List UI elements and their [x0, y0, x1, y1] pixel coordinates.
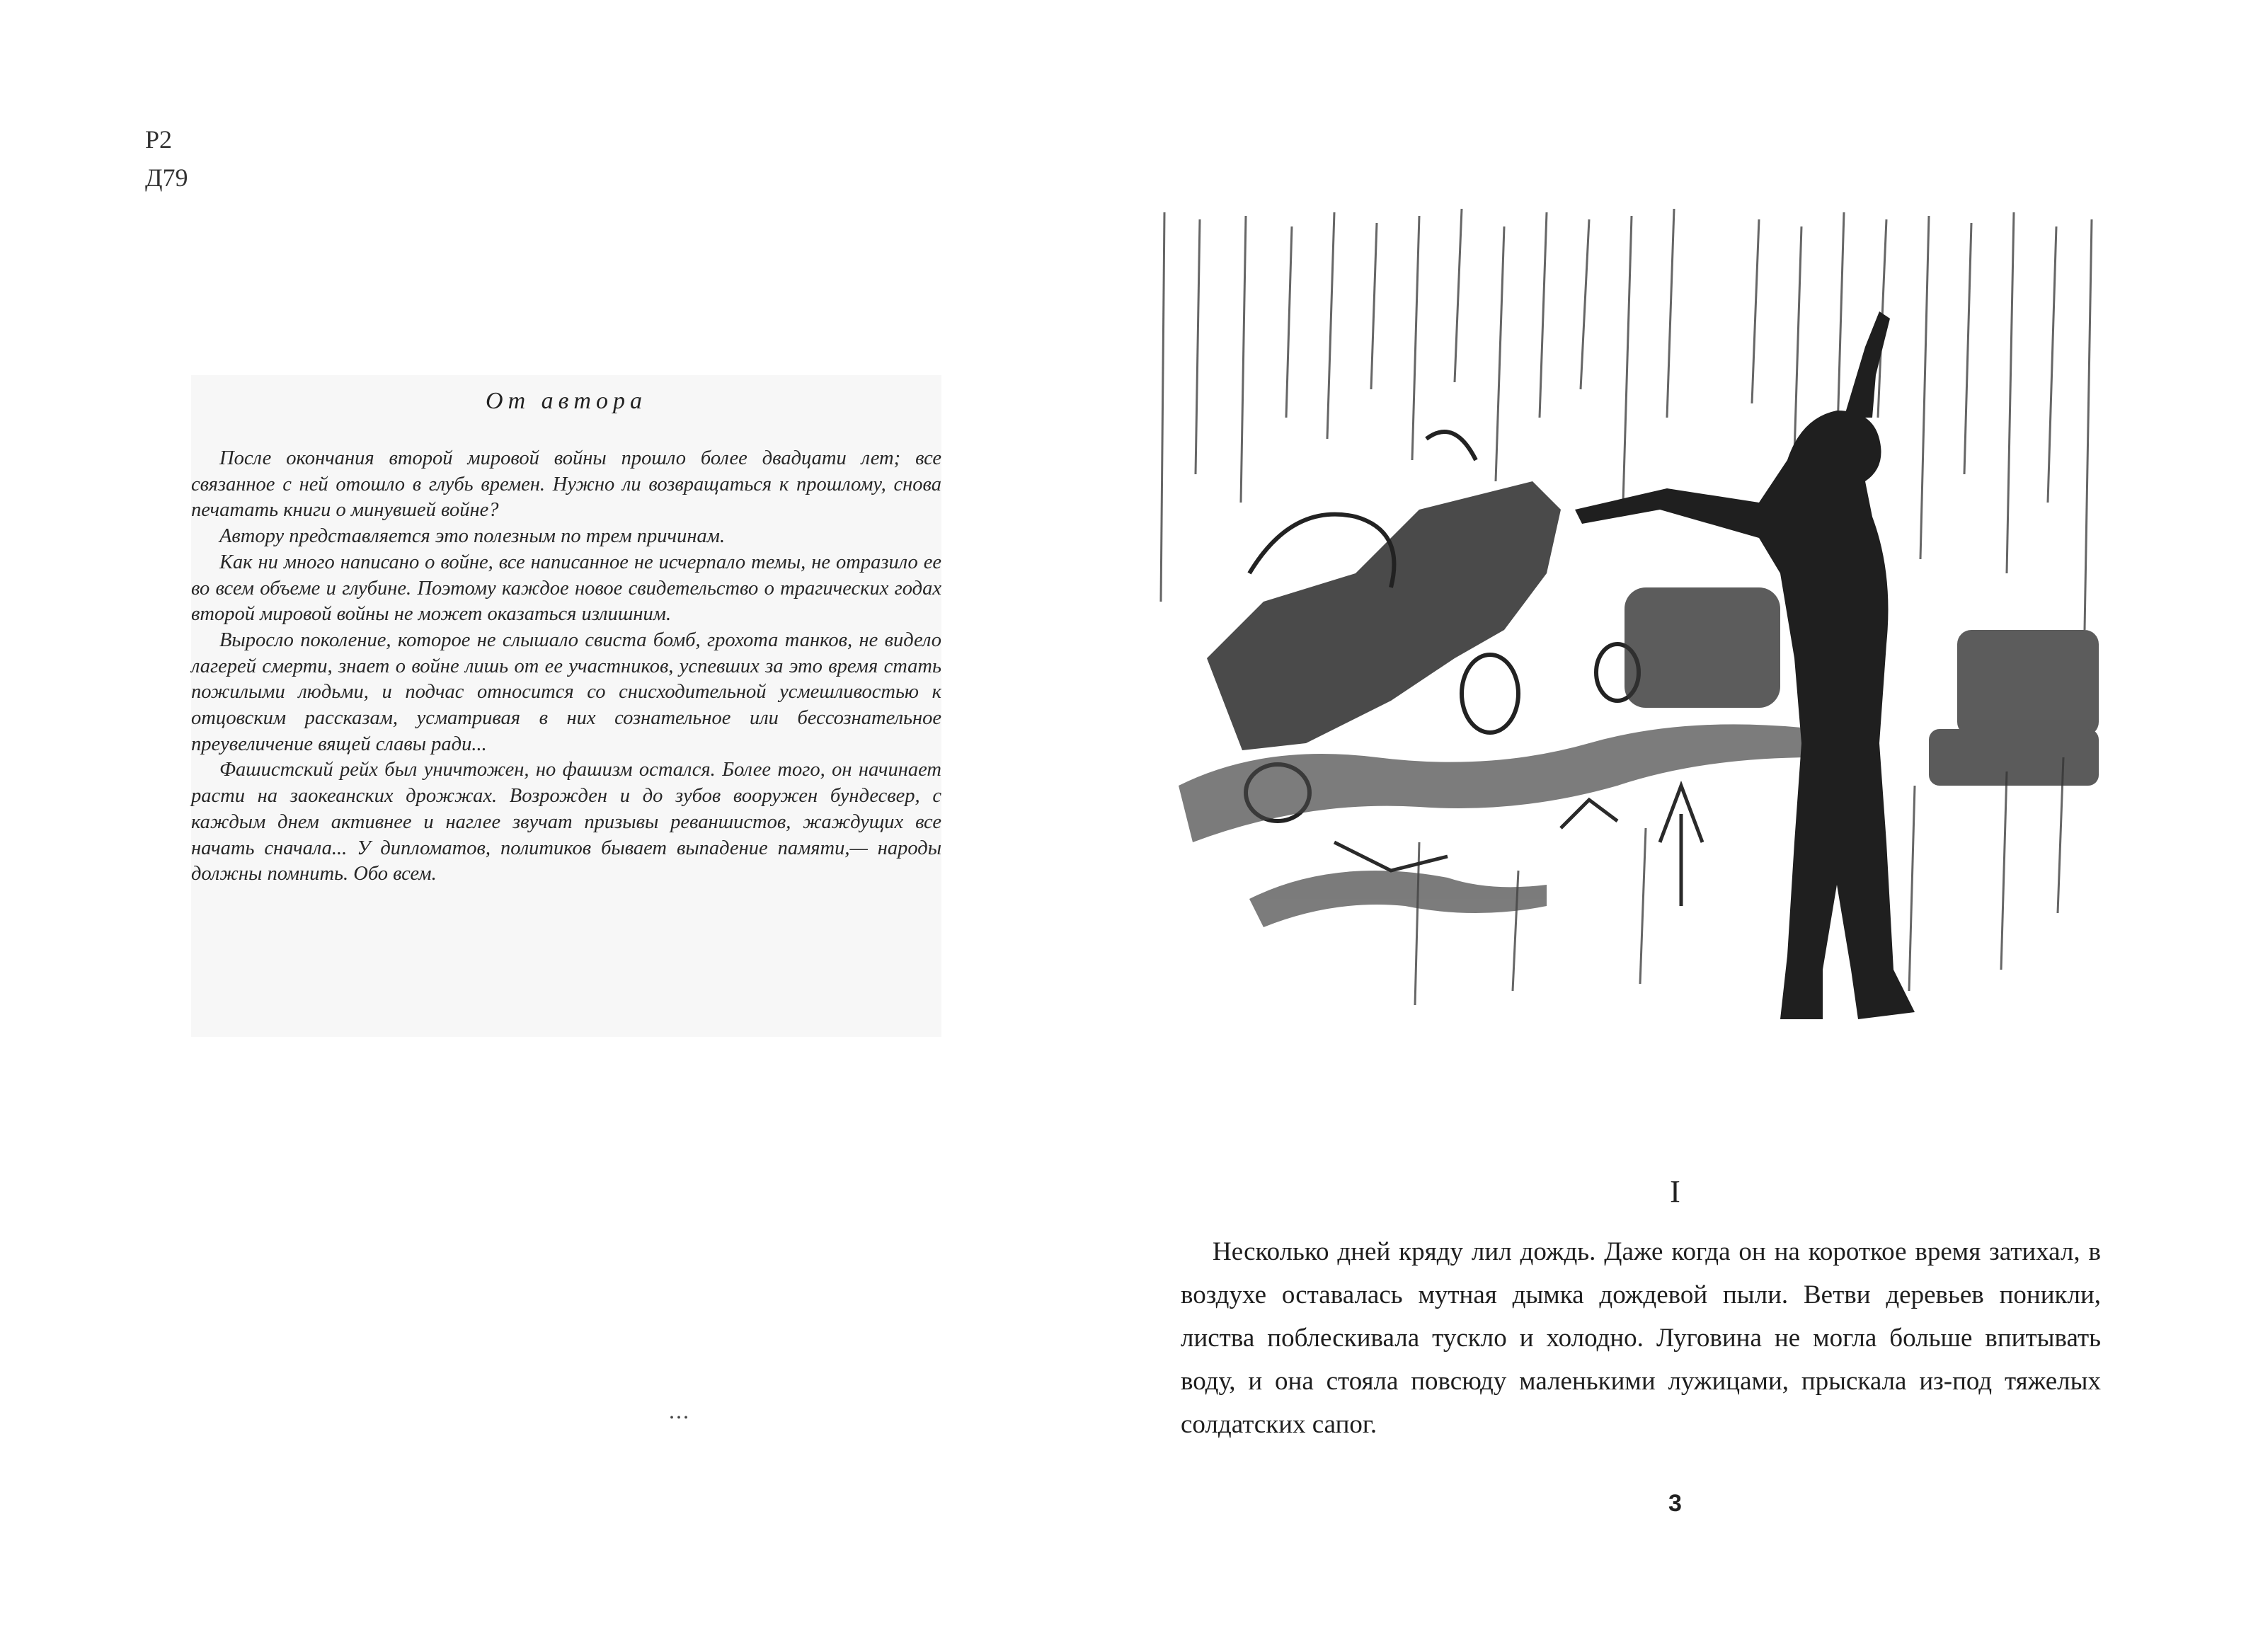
foreword-paragraph: Выросло поколение, которое не слышало свиста бомб, грохота танков, не видело лагерей смерти, знает о войне лишь от ее участников, успевших за это время стать пожилыми людьми, и подчас относится со снисходительной усмешливостью к отцовским рассказам, усматривая в них сознательное или бессознательное преувеличение вящей славы ради...	[191, 629, 941, 755]
rain-battlefield-illustration	[1122, 205, 2106, 1040]
catalog-mark-classification: Р2	[145, 125, 173, 154]
page-number: 3	[1668, 1490, 1682, 1517]
catalog-mark-author: Д79	[145, 164, 188, 192]
ellipsis-mark: ...	[669, 1398, 690, 1423]
left-page	[0, 0, 1104, 1652]
foreword-paragraph: Автору представляется это полезным по трем причинам.	[219, 525, 726, 548]
foreword	[191, 375, 941, 1037]
chapter-number: I	[1670, 1174, 1680, 1209]
chapter-text	[1181, 1230, 2101, 1446]
foreword-paragraph: Как ни много написано о войне, все написанное не исчерпало темы, не отразило ее во всем объеме и глубине. Поэтому каждое новое свидетельство о трагических годах второй мировой войны не может оказаться излишним.	[191, 551, 941, 626]
catalog-marks	[145, 120, 188, 197]
foreword-paragraph: После окончания второй мировой войны прошло более двадцати лет; все связанное с ней отошло в глубь времен. Нужно ли возвращаться к прошлому, снова печатать книги о минувшей войне?	[191, 447, 941, 522]
foreword-text	[191, 446, 941, 888]
chapter-paragraph: Несколько дней кряду лил дождь. Даже когда он на короткое время затихал, в воздухе оставалась мутная дымка дождевой пыли. Ветви деревьев поникли, листва поблескивала тускло и холодно. Луговина не могла больше впитывать воду, и она стояла повсюду маленькими лужицами, прыскала из-под тяжелых солдатских сапог.	[1181, 1237, 2101, 1439]
foreword-title: От автора	[486, 388, 647, 414]
foreword-paragraph: Фашистский рейх был уничтожен, но фашизм остался. Более того, он начинает расти на заокеанских дрожжах. Возрожден и до зубов вооружен бундесвер, с каждым днем активнее и наглее звучат призывы реваншистов, жаждущих все начать сначала... У дипломатов, политиков бывает выпадение памяти,— народы должны помнить. Обо всем.	[191, 759, 941, 885]
